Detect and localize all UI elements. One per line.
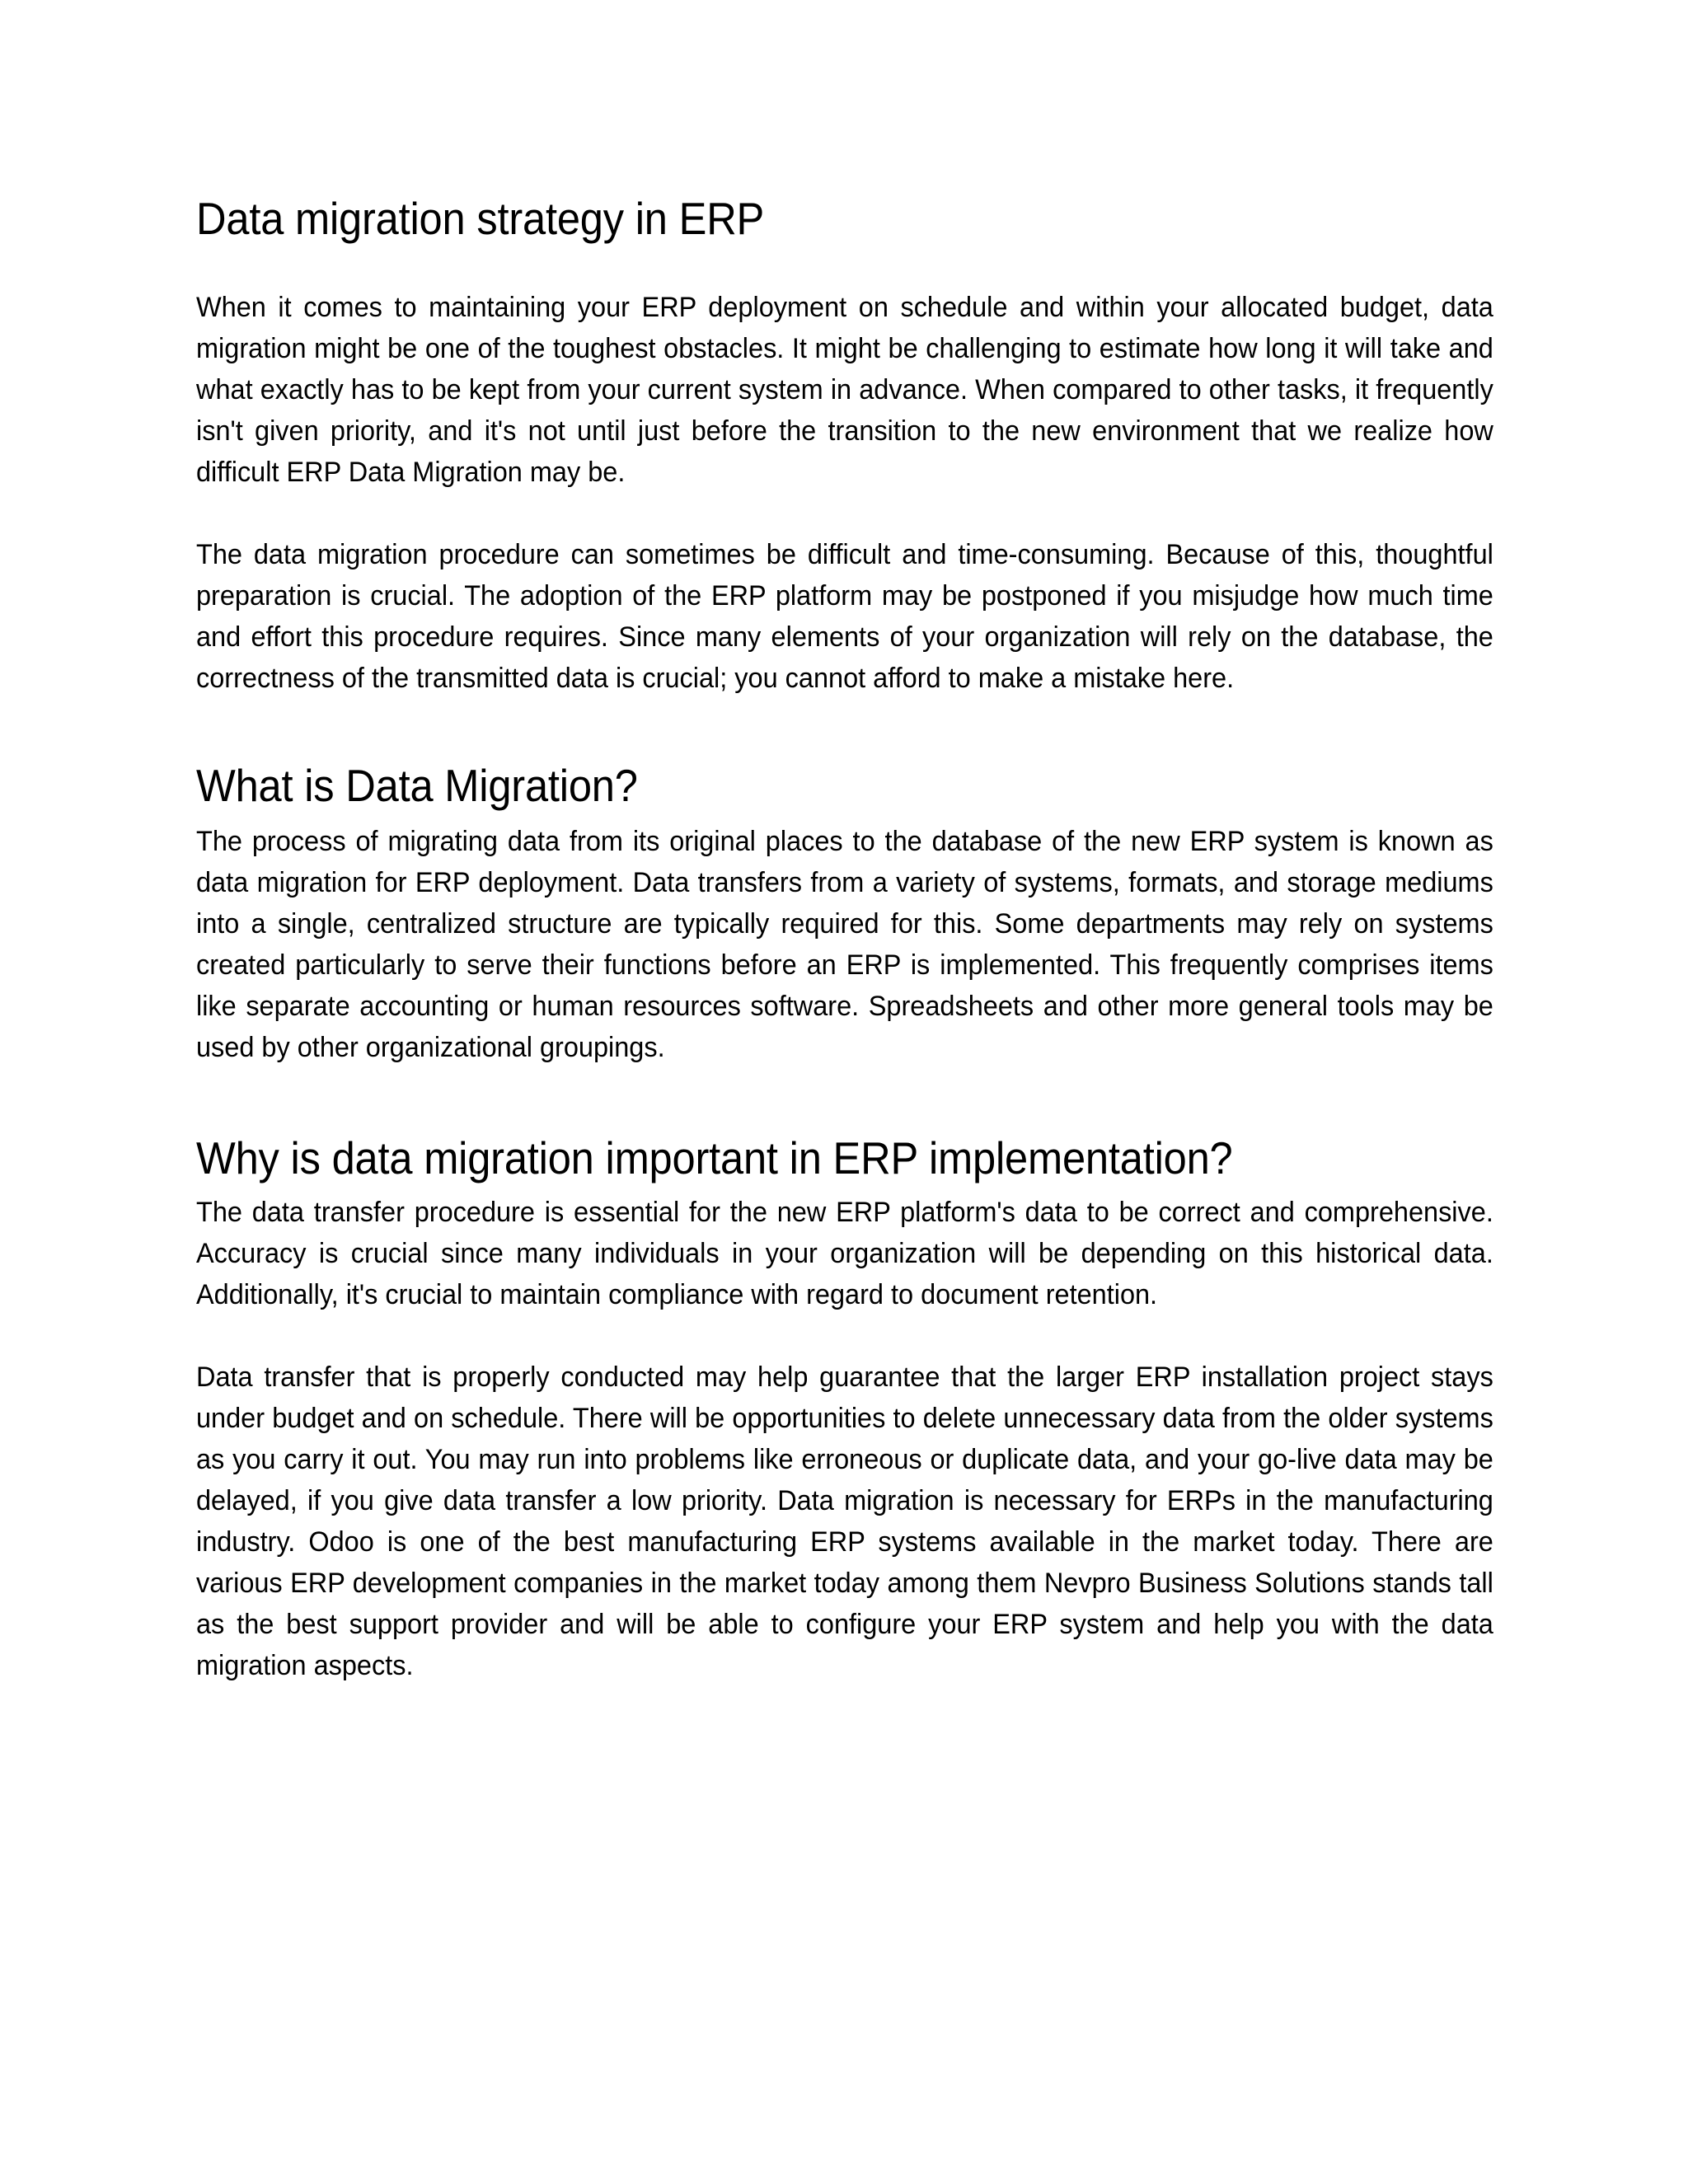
intro-paragraph-1: When it comes to maintaining your ERP deployment on schedule and within your allocated budget, data migration might be one of the toughest obstacles. It might be challenging to estimate how long it will take and what exactly has to be kept from your current system in advance. When compared to other tasks, it frequently isn't given priority, and it's not until just before the transition to the new environment that we realize how difficult ERP Data Migration may be. <box>196 292 1493 488</box>
spacer-paragraph-gap-2 <box>196 1315 1494 1357</box>
section-heading-why-is-data-migration-important: Why is data migration important in ERP implementation? <box>196 1132 1233 1183</box>
section-2-paragraph-2: Data transfer that is properly conducted may help guarantee that the larger ERP installation project stays under budget and on schedule. There will be opportunities to delete unnecessary data from the older systems as you carry it out. You may run into problems like erroneous or duplicate data, and your go-live data may be delayed, if you give data transfer a low priority. Data migration is necessary for ERPs in the manufacturing industry. Odoo is one of the best manufacturing ERP systems available in the market today. There are various ERP development companies in the market today among them Nevpro Business Solutions stands tall as the best support provider and will be able to configure your ERP system and help you with the data migration aspects. <box>196 1361 1493 1681</box>
section-2-paragraph-1: The data transfer procedure is essential for the new ERP platform's data to be correct and comprehensive. Accuracy is crucial since many individuals in your organization will be depending on this historical data. Additionally, it's crucial to maintain compliance with regard to document retention. <box>196 1197 1493 1310</box>
spacer-after-title <box>196 246 1494 287</box>
spacer-before-section-1 <box>196 699 1494 758</box>
spacer-before-section-2 <box>196 1068 1494 1131</box>
document-content <box>196 191 1494 1686</box>
spacer-after-section-1-heading <box>196 813 1494 821</box>
page-title: Data migration strategy in ERP <box>196 193 765 244</box>
section-heading-what-is-data-migration: What is Data Migration? <box>196 760 638 811</box>
section-1-paragraph-1: The process of migrating data from its original places to the database of the new ERP system is known as data migration for ERP deployment. Data transfers from a variety of systems, formats, and storage mediums into a single, centralized structure are typically required for this. Some departments may rely on systems created particularly to serve their functions before an ERP is implemented. This frequently comprises items like separate accounting or human resources software. Spreadsheets and other more general tools may be used by other organizational groupings. <box>196 826 1493 1063</box>
spacer-after-section-2-heading <box>196 1185 1494 1192</box>
intro-paragraph-2: The data migration procedure can sometimes be difficult and time-consuming. Because of this, thoughtful preparation is crucial. The adoption of the ERP platform may be postponed if you misjudge how much time and effort this procedure requires. Since many elements of your organization will rely on the database, the correctness of the transmitted data is crucial; you cannot afford to make a mistake here. <box>196 539 1493 694</box>
spacer-paragraph-gap <box>196 493 1494 534</box>
